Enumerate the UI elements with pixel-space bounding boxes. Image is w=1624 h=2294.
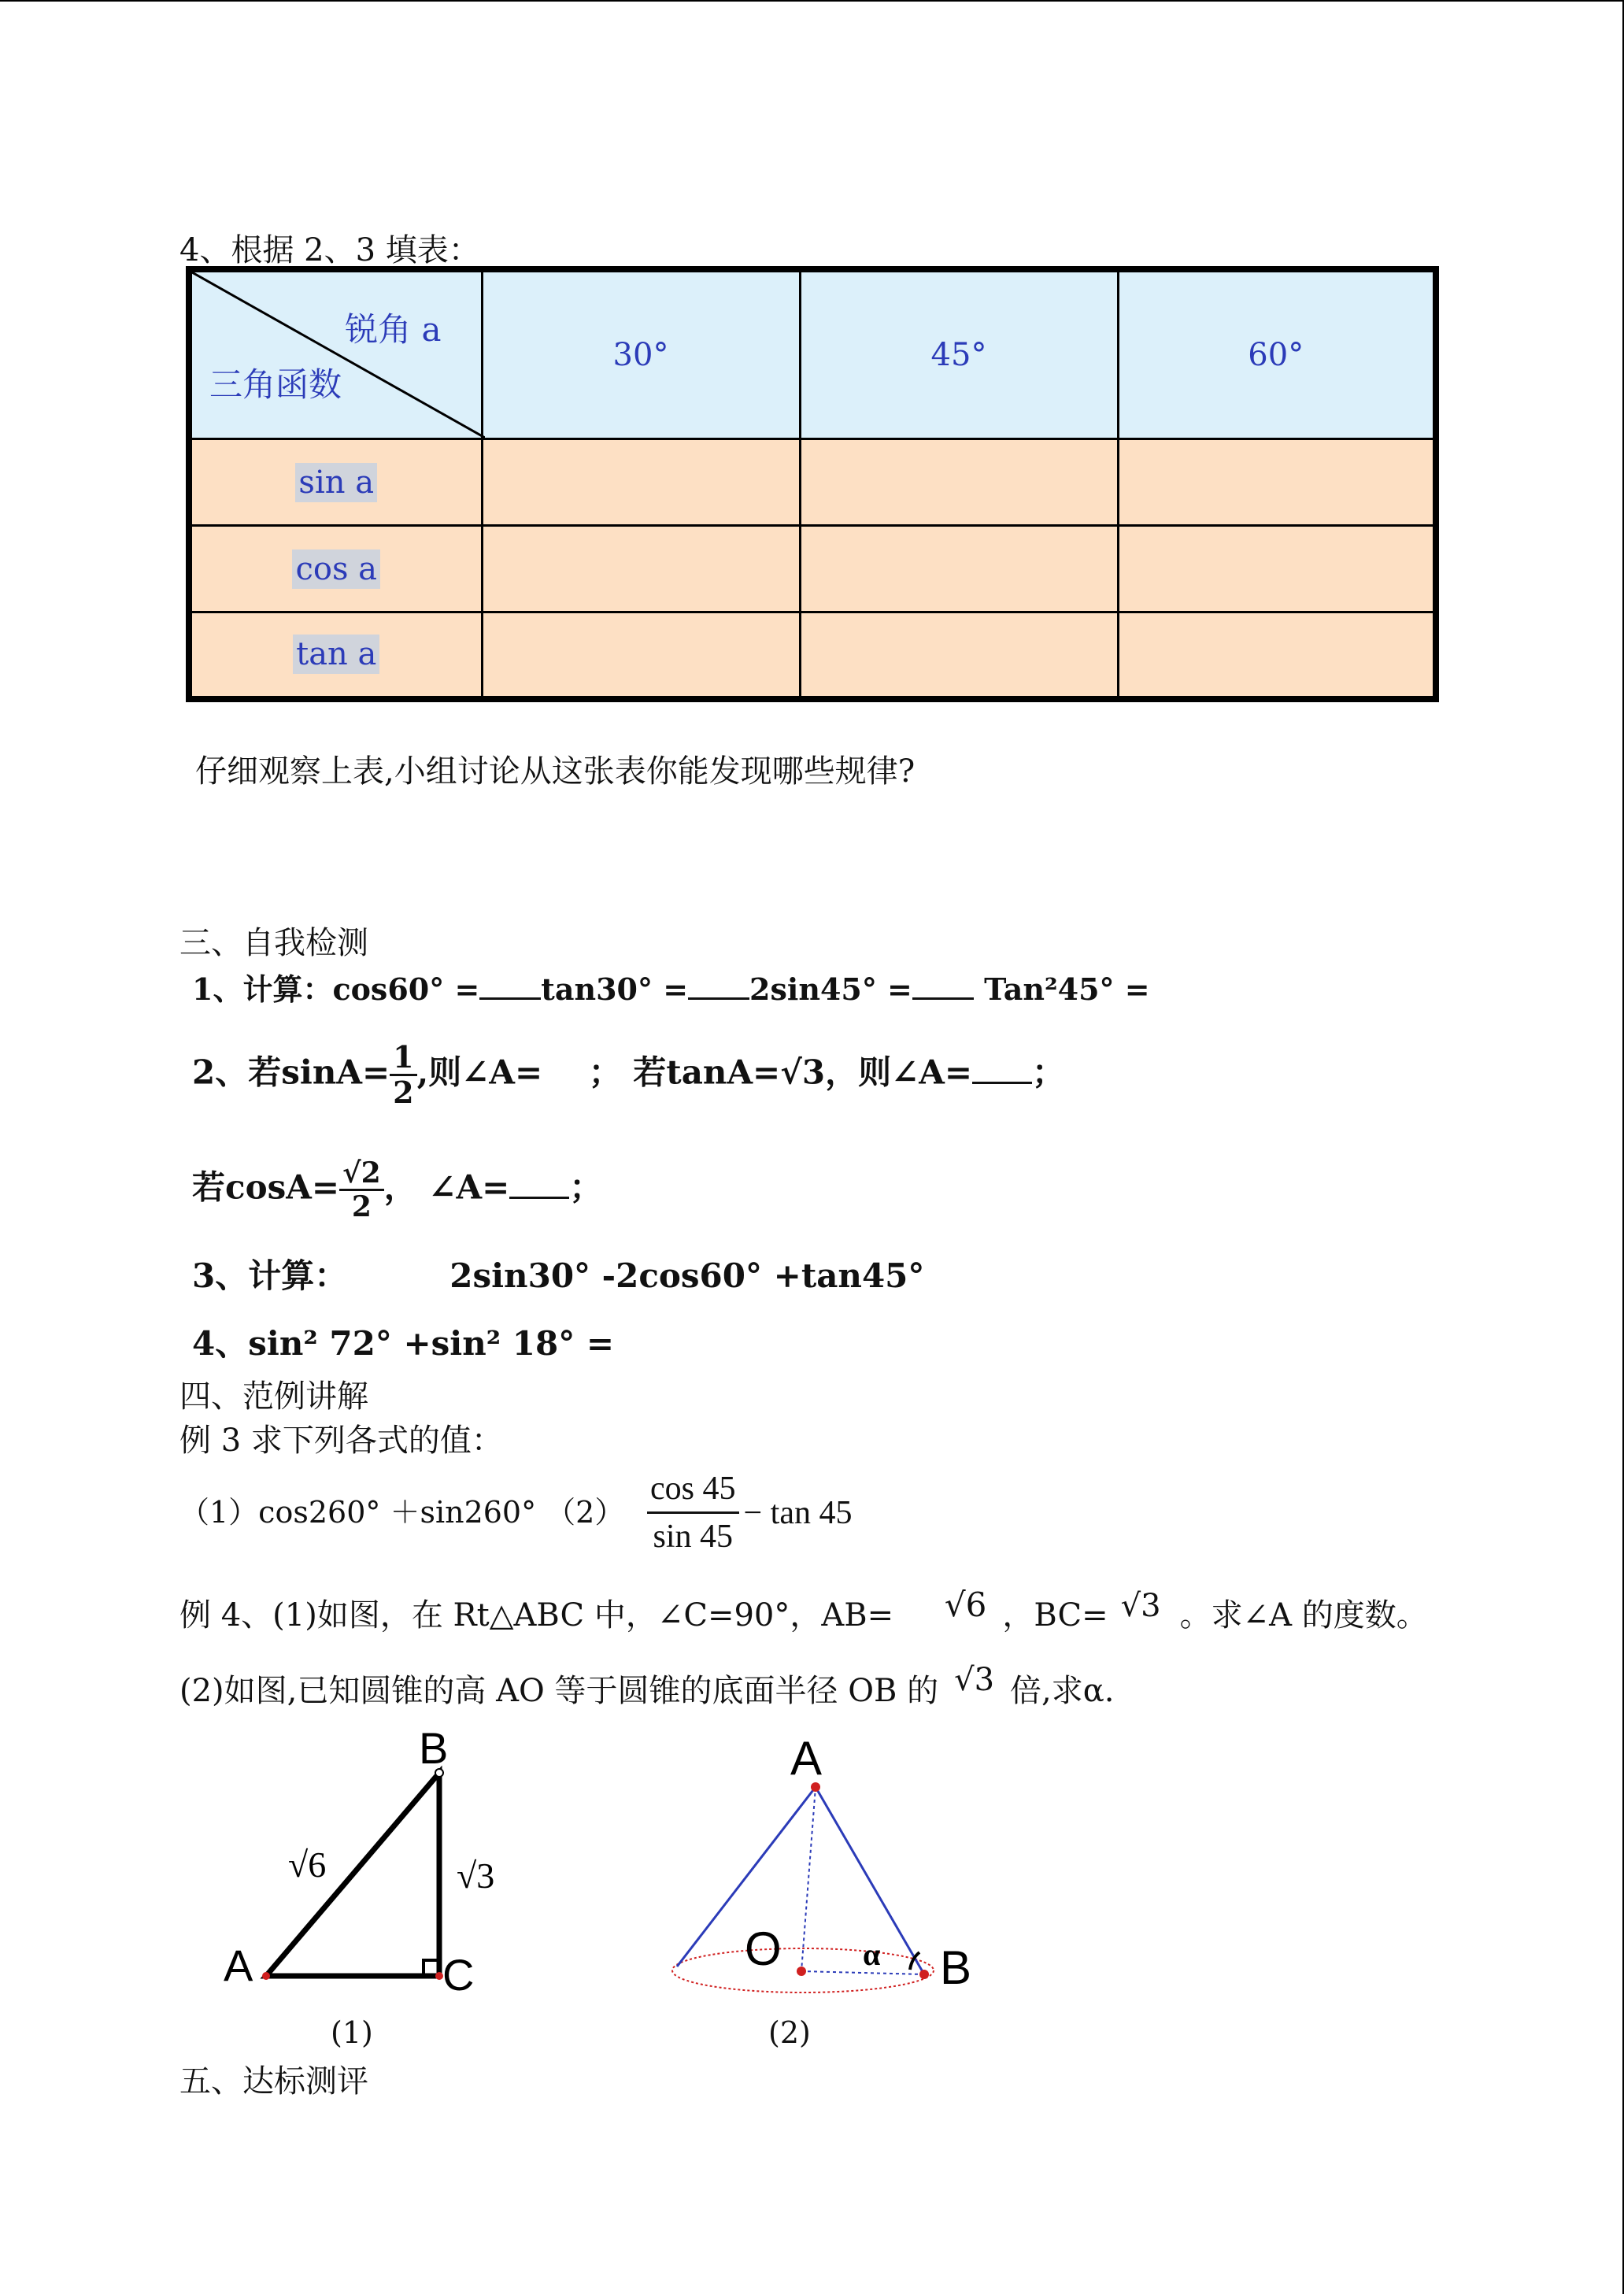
example-4-part-2: (2)如图,已知圆锥的高 AO 等于圆锥的底面半径 OB 的 √3 倍,求α.	[179, 1662, 1115, 1709]
leg-label: √3	[457, 1856, 495, 1896]
section-assessment-heading: 五、达标测评	[179, 2063, 368, 2100]
cone-edge-point	[919, 1970, 929, 1979]
table-row	[189, 612, 1436, 699]
observe-prompt: 仔细观察上表,小组讨论从这张表你能发现哪些规律?	[195, 753, 916, 790]
example-3-fraction: $\frac{\cos 45}{\sin 45}$ − tan 45	[647, 1466, 853, 1560]
answer-cell[interactable]	[1118, 612, 1436, 699]
answer-cell[interactable]	[1118, 439, 1436, 526]
question-2b: 若cosA= $\frac{√2}{2}$ ， ∠A= ；	[192, 1156, 603, 1223]
answer-cell[interactable]	[482, 612, 800, 699]
row-label-sin: sin a	[295, 463, 377, 502]
header-angle-30: 30°	[482, 269, 800, 439]
answer-cell[interactable]	[800, 439, 1118, 526]
table-row	[189, 526, 1436, 612]
figure-cone	[661, 1724, 1008, 2007]
cone-label-a: A	[790, 1732, 823, 1785]
section-self-test-heading: 三、自我检测	[179, 925, 368, 961]
section-examples-heading: 四、范例讲解	[179, 1378, 368, 1415]
question-4: 4、sin² 72° +sin² 18° =	[192, 1324, 615, 1363]
cone-label-b: B	[940, 1941, 972, 1994]
page-top-border	[0, 0, 1624, 2]
table-row	[189, 439, 1436, 526]
answer-cell[interactable]	[1118, 526, 1436, 612]
figure-1-caption: (1)	[331, 2015, 373, 2050]
table-corner-cell	[189, 269, 482, 439]
vertex-a-point	[262, 1972, 270, 1980]
corner-label-acute-angle: 锐角 a	[345, 310, 442, 349]
corner-diagonal	[192, 272, 485, 438]
hypotenuse-label: √6	[288, 1844, 327, 1885]
question-1: 1、计算：cos60° = tan30° = 2sin45° = Tan²45° =	[192, 971, 1150, 1007]
example-3-parts: （1）cos260° ＋sin260° （2）	[179, 1495, 625, 1530]
row-label-cos: cos a	[292, 549, 380, 589]
header-angle-45: 45°	[800, 269, 1118, 439]
fill-table-heading: 4、根据 2、3 填表：	[179, 232, 480, 268]
figure-2-caption: (2)	[768, 2015, 811, 2050]
question-3: 3、计算： 2sin30° -2cos60° +tan45°	[192, 1256, 925, 1295]
angle-alpha-arc	[910, 1952, 919, 1970]
example-4-part-1: 例 4、(1)如图，在 Rt△ABC 中，∠C=90°，AB= √6 ，BC= √3 。求∠A 的度数。	[179, 1585, 1428, 1634]
answer-cell[interactable]	[482, 526, 800, 612]
trig-values-table	[186, 266, 1439, 702]
cone-height-ao	[801, 1787, 816, 1971]
answer-cell[interactable]	[800, 526, 1118, 612]
header-angle-60: 60°	[1118, 269, 1436, 439]
vertex-label-c: C	[442, 1950, 475, 2000]
cone-center-point	[797, 1967, 806, 1976]
answer-cell[interactable]	[800, 612, 1118, 699]
vertex-label-b: B	[419, 1723, 449, 1773]
example-3-title: 例 3 求下列各式的值：	[179, 1423, 503, 1459]
corner-label-trig-function: 三角函数	[209, 365, 342, 404]
vertex-label-a: A	[224, 1941, 253, 1990]
figure-right-triangle	[213, 1716, 527, 2015]
answer-cell[interactable]	[482, 439, 800, 526]
question-2: 2、若sinA= $\frac{1}{2}$ ,则∠A= ； 若tanA=√3，则∠A= ；	[192, 1039, 1066, 1110]
row-label-tan: tan a	[293, 635, 379, 674]
cone-label-o: O	[745, 1922, 782, 1975]
cone-label-alpha: α	[863, 1937, 881, 1972]
